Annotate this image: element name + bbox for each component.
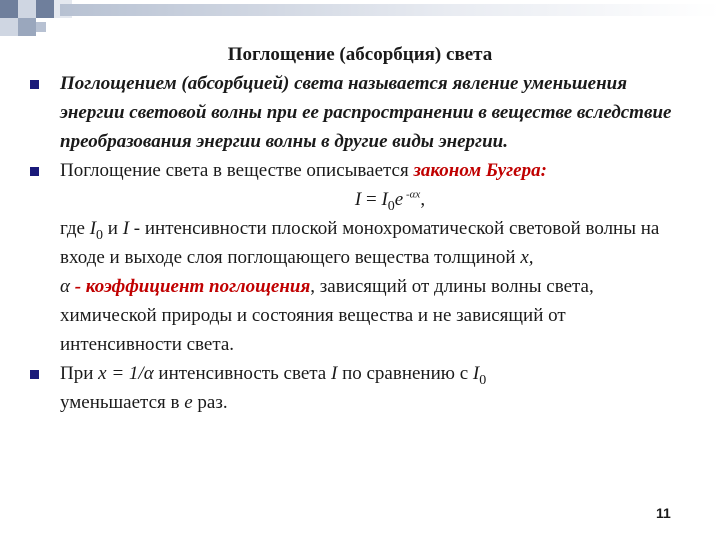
where-and: и bbox=[103, 218, 123, 239]
formula-explanation bbox=[60, 214, 680, 272]
b3-e: e bbox=[184, 392, 193, 413]
coefficient-rest: , зависящий от длины волны света, химической природы и состояния вещества и не зависящий от интенсивности света. bbox=[60, 276, 594, 355]
b3-I: I bbox=[330, 363, 338, 384]
coefficient-explanation bbox=[60, 272, 680, 359]
where-I: I bbox=[122, 218, 130, 239]
bullet-definition bbox=[30, 69, 680, 156]
b3-mid: интенсивность света bbox=[153, 363, 331, 384]
formula-I: I bbox=[354, 189, 362, 210]
b3-compare: по сравнению с bbox=[337, 363, 473, 384]
b3-line2: уменьшается в bbox=[60, 392, 185, 413]
formula-sub0: 0 bbox=[387, 198, 395, 214]
formula-exponent: -αx bbox=[403, 188, 421, 201]
b3-I0: I bbox=[472, 363, 480, 384]
bouguer-formula bbox=[60, 185, 680, 214]
where-x: x, bbox=[520, 247, 534, 268]
bullet-marker bbox=[30, 80, 39, 89]
b3-sub0: 0 bbox=[479, 372, 487, 388]
slide-body bbox=[30, 69, 680, 417]
where-rest: - интенсивности плоской монохроматической световой волны на входе и выходе слоя поглощающего вещества толщиной bbox=[60, 218, 660, 268]
formula-e: e bbox=[394, 189, 404, 210]
page-number: 11 bbox=[656, 505, 671, 521]
formula-eq: = bbox=[361, 189, 382, 210]
bullet-attenuation bbox=[30, 359, 680, 417]
formula-I0: I bbox=[381, 189, 388, 210]
b3-x-eq: x = 1/ bbox=[98, 363, 144, 384]
where-sub0: 0 bbox=[96, 227, 104, 243]
alpha-symbol: α bbox=[60, 276, 70, 297]
formula-comma: , bbox=[420, 189, 426, 210]
bullet-marker bbox=[30, 370, 39, 379]
b3-alpha: α bbox=[143, 363, 154, 384]
where-prefix: где bbox=[60, 218, 90, 239]
where-I0: I bbox=[89, 218, 97, 239]
b3-end: раз. bbox=[192, 392, 228, 413]
law-intro: Поглощение света в веществе описывается bbox=[60, 160, 414, 181]
b3-prefix: При bbox=[60, 363, 99, 384]
bullet-marker bbox=[30, 167, 39, 176]
bullet-bouguer-law bbox=[30, 156, 680, 359]
law-name: законом Бугера: bbox=[413, 160, 547, 181]
definition-text: Поглощением (абсорбцией) света называется явление уменьшения энергии световой волны при ее распространении в веществе вследствие преобразования энергии волны в другие виды энергии. bbox=[60, 73, 672, 152]
corner-decoration bbox=[0, 0, 720, 40]
slide-title: Поглощение (абсорбция) света bbox=[227, 44, 493, 65]
coefficient-label: - коэффициент поглощения bbox=[69, 276, 311, 297]
